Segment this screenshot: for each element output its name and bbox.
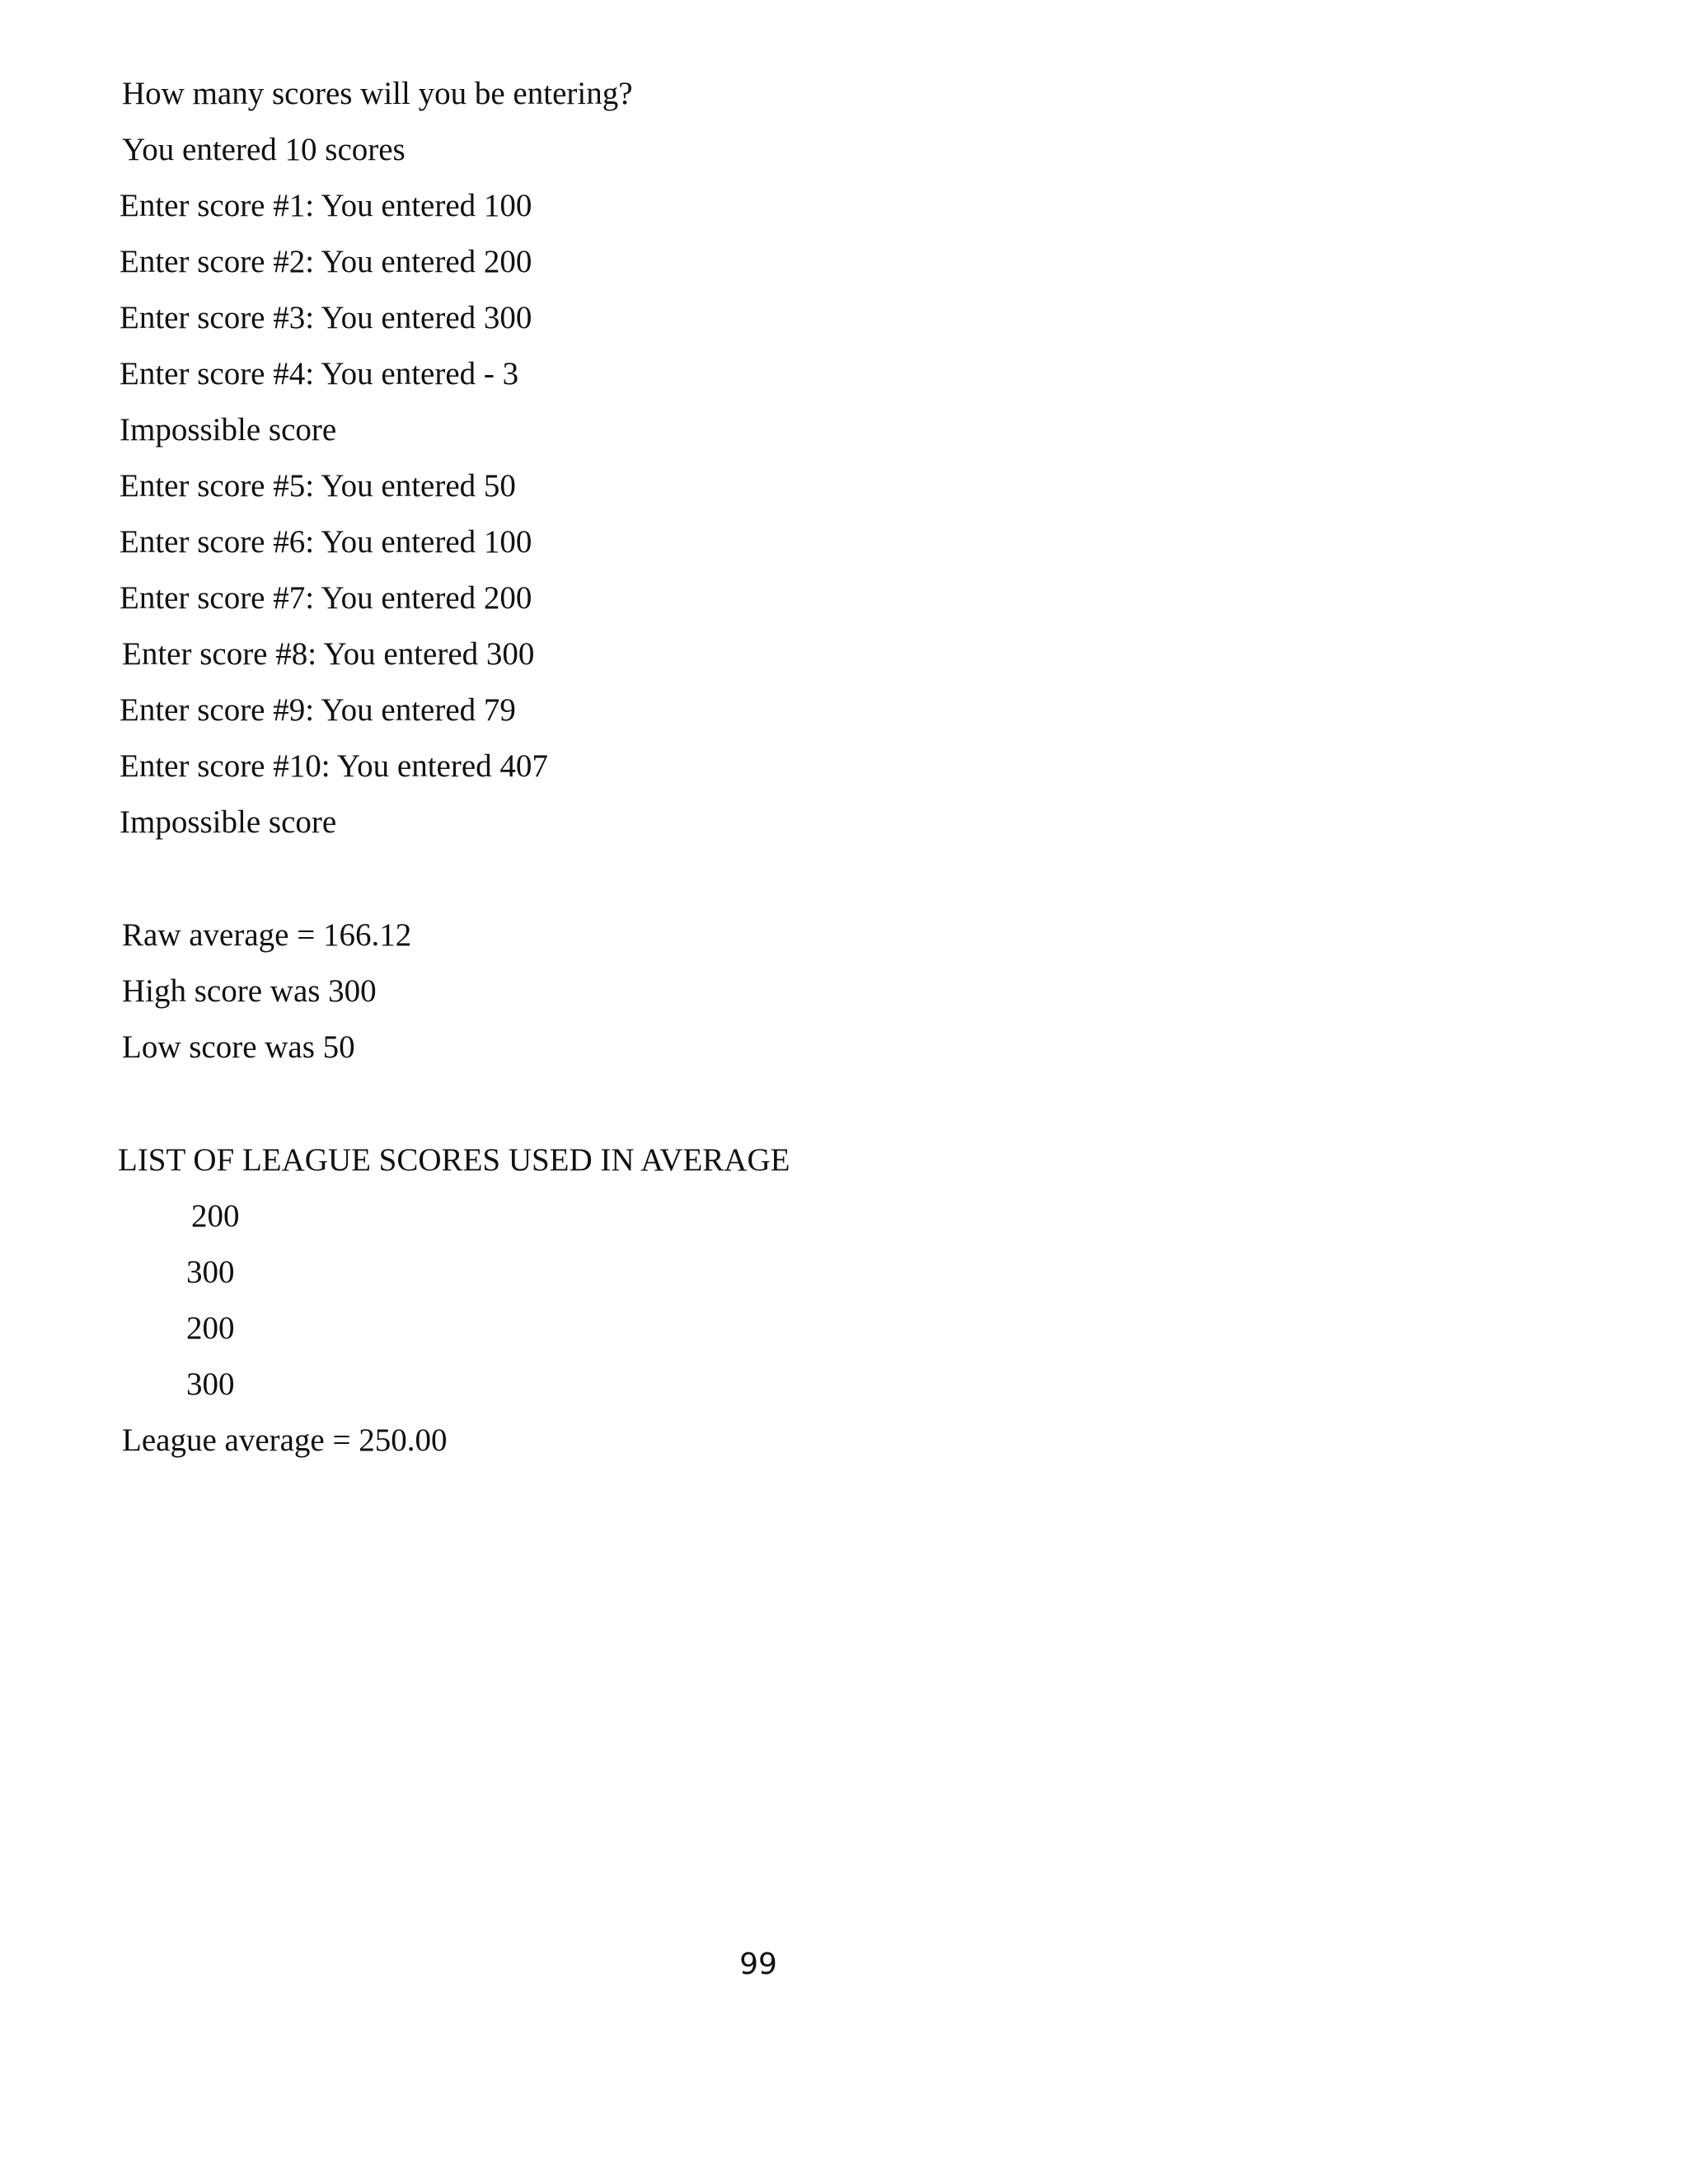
score-entry-line: Enter score #8: You entered 300 [122, 636, 535, 672]
score-entry-line: Enter score #5: You entered 50 [120, 468, 516, 504]
page-number: 99 [739, 1947, 777, 1981]
impossible-score-message: Impossible score [120, 804, 337, 840]
league-average: League average = 250.00 [122, 1422, 448, 1458]
score-entry-line: Enter score #2: You entered 200 [120, 244, 532, 279]
league-score-item: 200 [191, 1198, 240, 1234]
entered-count: You entered 10 scores [122, 132, 406, 167]
low-score: Low score was 50 [122, 1029, 355, 1065]
score-entry-line: Enter score #7: You entered 200 [120, 580, 532, 616]
league-score-item: 200 [186, 1310, 235, 1346]
impossible-score-message: Impossible score [120, 412, 337, 448]
league-score-item: 300 [186, 1254, 235, 1290]
score-entry-line: Enter score #4: You entered - 3 [120, 356, 519, 391]
score-entry-line: Enter score #10: You entered 407 [120, 748, 548, 784]
score-entry-line: Enter score #3: You entered 300 [120, 300, 532, 335]
high-score: High score was 300 [122, 973, 377, 1009]
raw-average: Raw average = 166.12 [122, 917, 412, 953]
score-entry-line: Enter score #9: You entered 79 [120, 692, 516, 728]
score-entry-line: Enter score #1: You entered 100 [120, 188, 532, 223]
league-scores-heading: LIST OF LEAGUE SCORES USED IN AVERAGE [118, 1142, 790, 1178]
scores-prompt: How many scores will you be entering? [122, 76, 633, 111]
league-score-item: 300 [186, 1366, 235, 1402]
score-entry-line: Enter score #6: You entered 100 [120, 524, 532, 560]
